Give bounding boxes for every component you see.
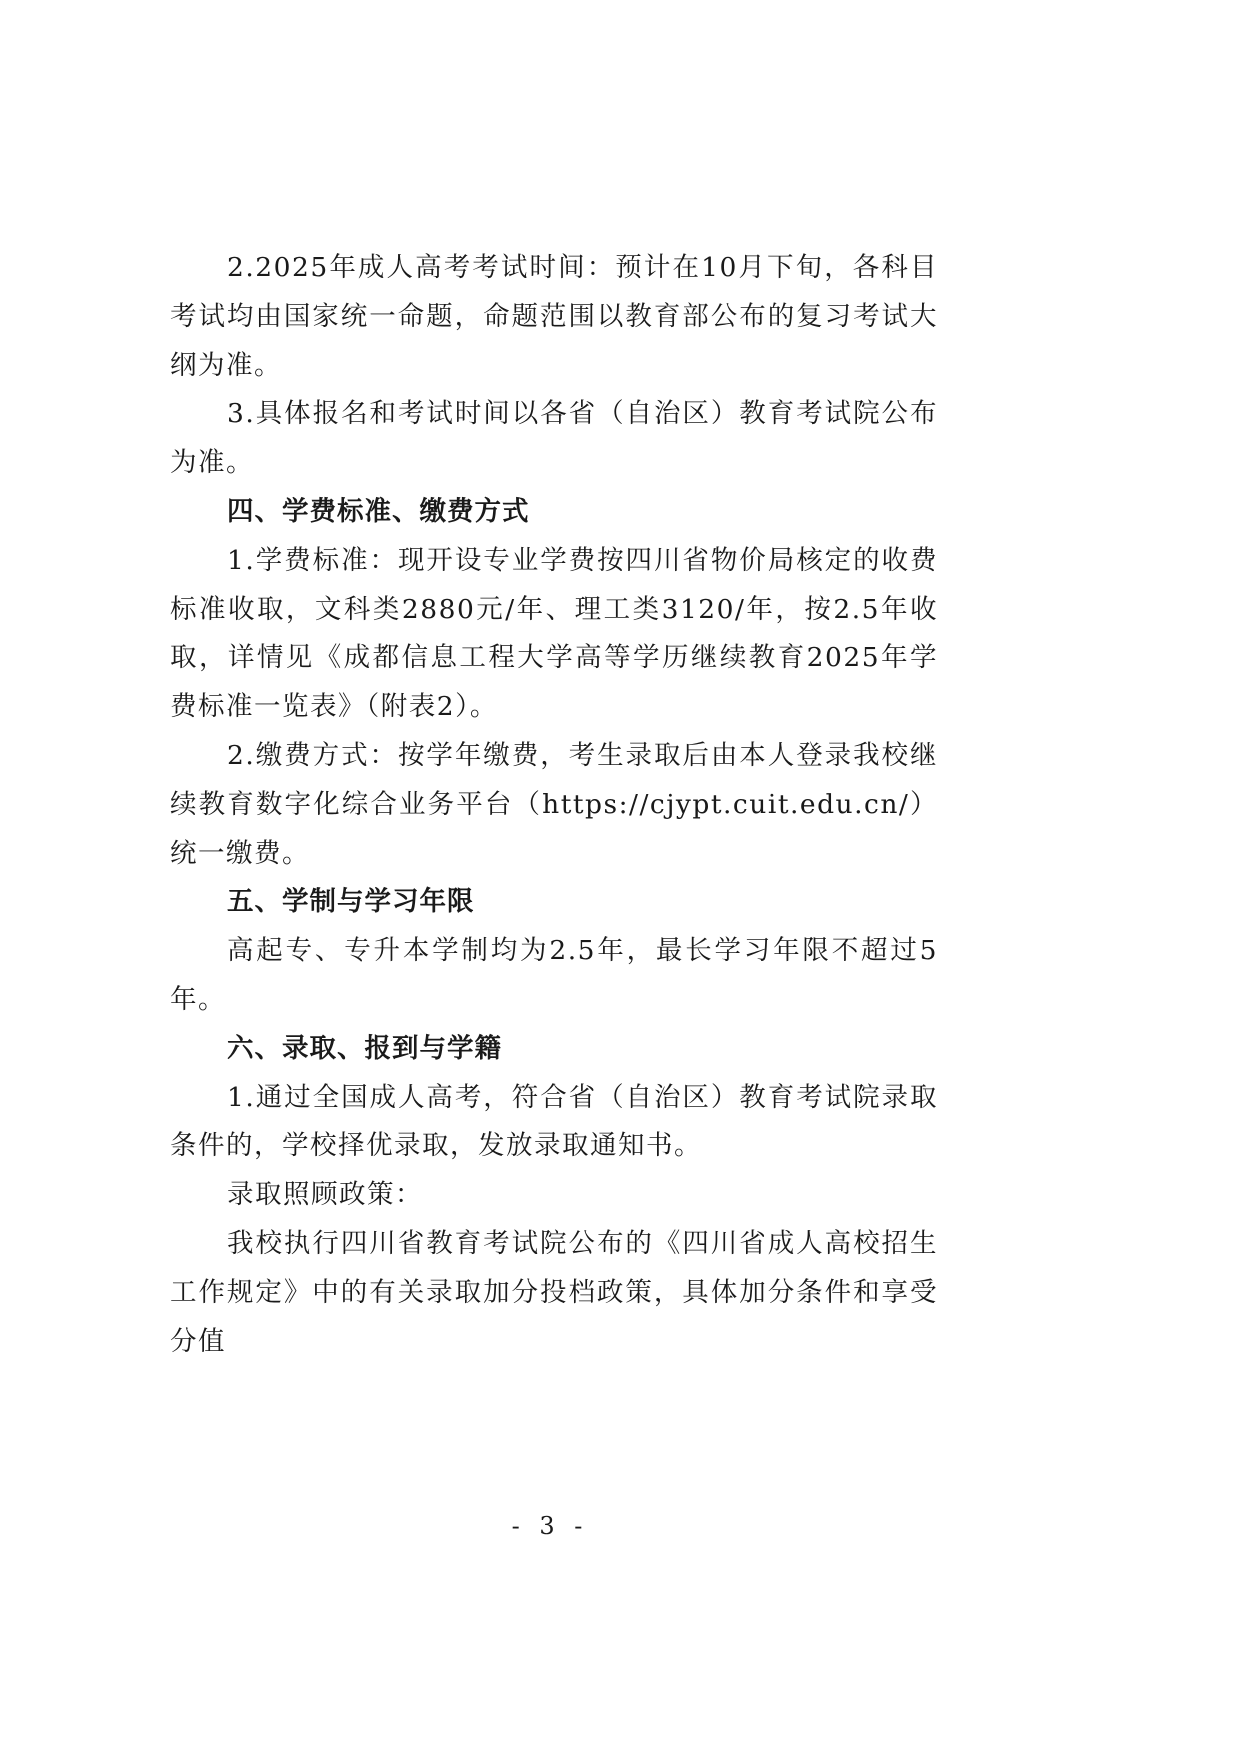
paragraph-payment-method: 2.缴费方式：按学年缴费，考生录取后由本人登录我校继续教育数字化综合业务平台（https://cjypt.cuit.edu.cn/）统一缴费。 bbox=[170, 739, 938, 869]
paragraph-admission-policy-label: 录取照顾政策： bbox=[227, 1179, 423, 1211]
page-number: - 3 - bbox=[511, 1512, 589, 1540]
paragraph-exam-time: 2.2025年成人高考考试时间：预计在10月下旬，各科目考试均由国家统一命题，命题范围以教育部公布的复习考试大纲为准。 bbox=[170, 252, 938, 381]
paragraph-registration-time: 3.具体报名和考试时间以各省（自治区）教育考试院公布为准。 bbox=[170, 398, 938, 479]
paragraph-admission-policy: 我校执行四川省教育考试院公布的《四川省成人高校招生工作规定》中的有关录取加分投档政策，具体加分条件和享受分值 bbox=[170, 1227, 938, 1357]
document-body bbox=[170, 244, 938, 1366]
section-heading-tuition: 四、学费标准、缴费方式 bbox=[227, 495, 530, 527]
section-heading-admission: 六、录取、报到与学籍 bbox=[227, 1032, 502, 1064]
paragraph-tuition-standard: 1.学费标准：现开设专业学费按四川省物价局核定的收费标准收取，文科类2880元/年、理工类3120/年，按2.5年收取，详情见《成都信息工程大学高等学历继续教育2025年学费标准一览表》（附表2）。 bbox=[170, 544, 938, 723]
paragraph-study-duration: 高起专、专升本学制均为2.5年，最长学习年限不超过5年。 bbox=[170, 935, 938, 1015]
section-heading-study-duration: 五、学制与学习年限 bbox=[227, 886, 475, 918]
paragraph-admission: 1.通过全国成人高考，符合省（自治区）教育考试院录取条件的，学校择优录取，发放录取通知书。 bbox=[170, 1081, 938, 1162]
